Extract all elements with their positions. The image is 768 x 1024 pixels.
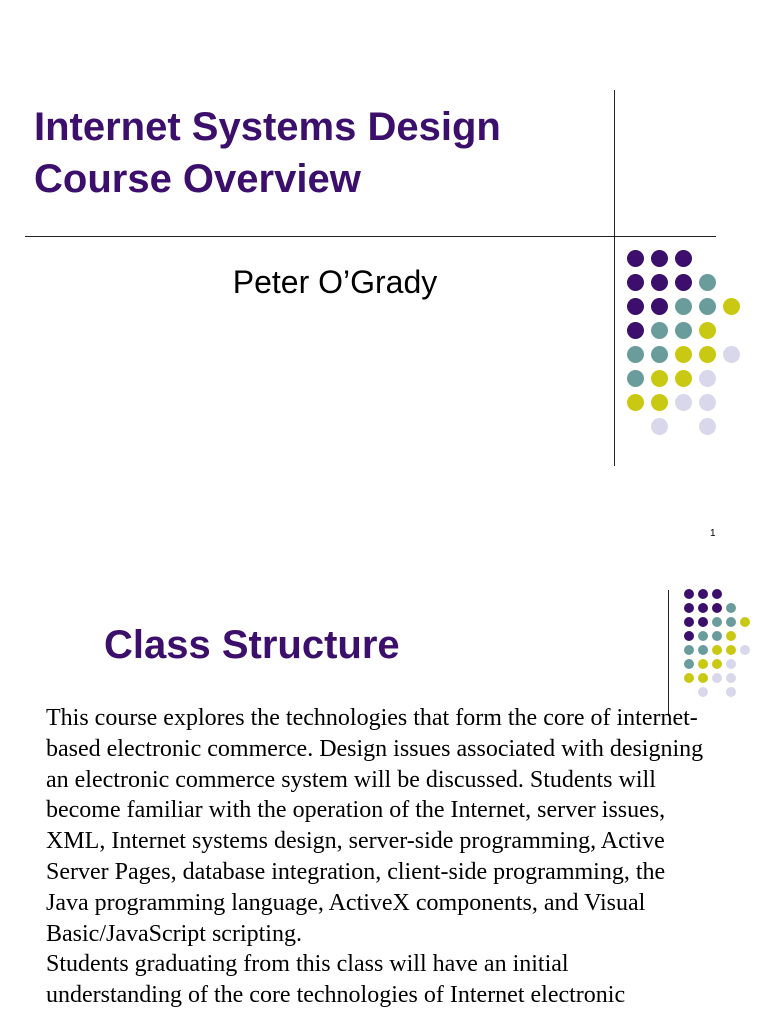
- grid-dot: [651, 346, 668, 363]
- small-grid-dot: [726, 659, 736, 669]
- small-grid-dot: [726, 673, 736, 683]
- small-grid-dot: [726, 631, 736, 641]
- body-text: [46, 703, 706, 1011]
- small-grid-dot: [712, 673, 722, 683]
- grid-dot: [651, 370, 668, 387]
- grid-dot: [675, 394, 692, 411]
- small-grid-dot: [684, 659, 694, 669]
- small-grid-dot: [712, 617, 722, 627]
- vertical-divider-small: [668, 590, 669, 716]
- grid-dot: [651, 322, 668, 339]
- page-number: 1: [710, 528, 716, 539]
- grid-dot: [675, 274, 692, 291]
- small-grid-dot: [712, 659, 722, 669]
- grid-dot: [651, 418, 668, 435]
- small-grid-dot: [684, 603, 694, 613]
- small-grid-dot: [740, 645, 750, 655]
- grid-dot: [627, 370, 644, 387]
- small-grid-dot: [684, 631, 694, 641]
- small-grid-dot: [712, 631, 722, 641]
- dot-grid-decoration-small: [682, 587, 756, 699]
- grid-dot: [723, 298, 740, 315]
- small-grid-dot: [726, 687, 736, 697]
- section-title: Class Structure: [104, 623, 400, 667]
- small-grid-dot: [698, 687, 708, 697]
- small-grid-dot: [684, 673, 694, 683]
- grid-dot: [627, 322, 644, 339]
- grid-dot: [675, 322, 692, 339]
- small-grid-dot: [684, 589, 694, 599]
- small-grid-dot: [698, 589, 708, 599]
- grid-dot: [699, 298, 716, 315]
- body-paragraph-1: This course explores the technologies that form the core of internet-based electronic commerce. Design issues associated with designing an electronic commerce system will be discussed. Students will become familiar with the operation of the Internet, server issues, XML, Internet systems design, server-side programming, Active Server Pages, database integration, client-side programming, the Java programming language, ActiveX components, and Visual Basic/JavaScript scripting.: [46, 705, 704, 947]
- grid-dot: [675, 346, 692, 363]
- author-name: Peter O’Grady: [232, 264, 438, 300]
- body-paragraph-2: Students graduating from this class will have an initial understanding of the core technologies of Internet electronic: [46, 951, 626, 1009]
- small-grid-dot: [726, 617, 736, 627]
- small-grid-dot: [684, 617, 694, 627]
- small-grid-dot: [684, 645, 694, 655]
- small-grid-dot: [712, 645, 722, 655]
- grid-dot: [723, 346, 740, 363]
- grid-dot: [675, 250, 692, 267]
- grid-dot: [699, 322, 716, 339]
- grid-dot: [699, 370, 716, 387]
- slide-title-line-1: Internet Systems Design: [34, 105, 501, 149]
- grid-dot: [627, 274, 644, 291]
- grid-dot: [699, 394, 716, 411]
- grid-dot: [699, 274, 716, 291]
- slide-title: [34, 101, 604, 205]
- small-grid-dot: [712, 589, 722, 599]
- small-grid-dot: [712, 603, 722, 613]
- grid-dot: [651, 274, 668, 291]
- grid-dot: [699, 418, 716, 435]
- small-grid-dot: [740, 617, 750, 627]
- grid-dot: [627, 394, 644, 411]
- grid-dot: [651, 298, 668, 315]
- grid-dot: [627, 250, 644, 267]
- slide-title-line-2: Course Overview: [34, 157, 361, 201]
- grid-dot: [675, 370, 692, 387]
- vertical-divider: [614, 90, 615, 466]
- small-grid-dot: [698, 631, 708, 641]
- grid-dot: [627, 346, 644, 363]
- small-grid-dot: [698, 673, 708, 683]
- small-grid-dot: [698, 603, 708, 613]
- grid-dot: [651, 250, 668, 267]
- small-grid-dot: [698, 645, 708, 655]
- horizontal-divider: [25, 236, 716, 237]
- dot-grid-decoration: [625, 248, 755, 440]
- grid-dot: [627, 298, 644, 315]
- small-grid-dot: [726, 603, 736, 613]
- grid-dot: [699, 346, 716, 363]
- grid-dot: [651, 394, 668, 411]
- small-grid-dot: [698, 659, 708, 669]
- small-grid-dot: [698, 617, 708, 627]
- grid-dot: [675, 298, 692, 315]
- small-grid-dot: [726, 645, 736, 655]
